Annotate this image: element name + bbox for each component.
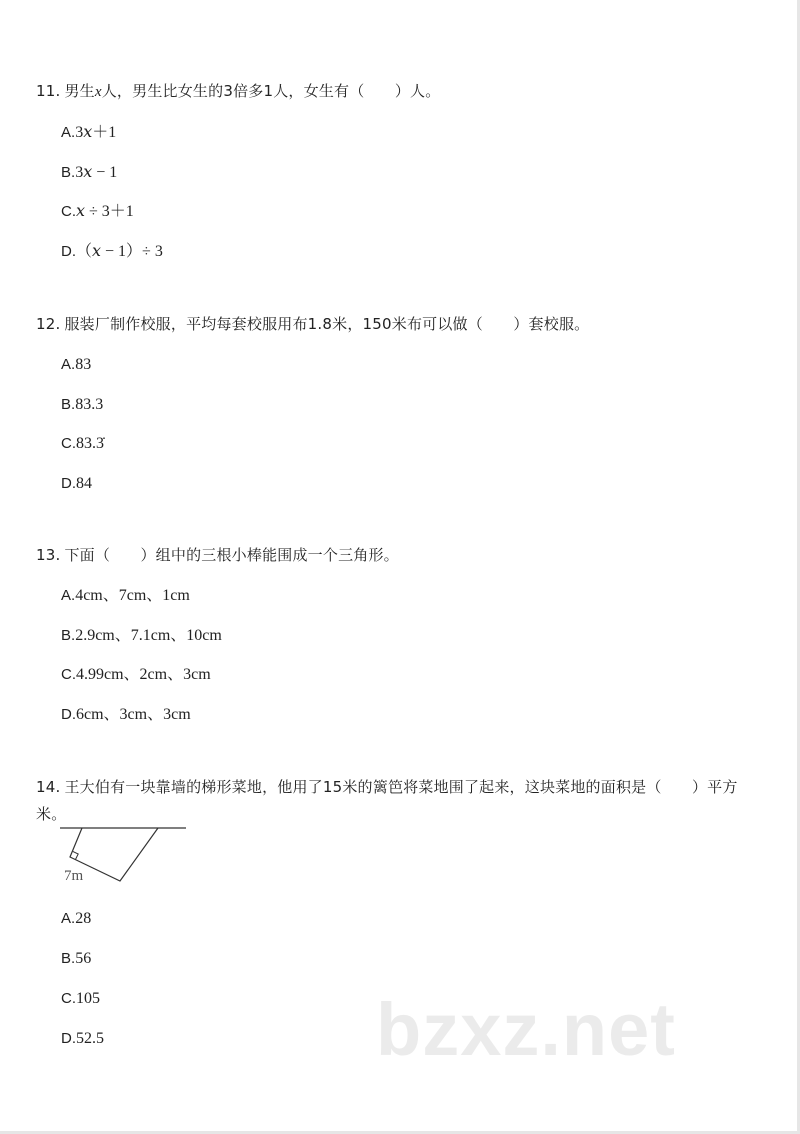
math-variable: x [94,84,102,100]
option-text: 52.5 [76,1030,104,1047]
option-text: 83.3 [75,396,104,413]
question-number: 14. [36,778,61,796]
option-d[interactable] [61,1028,104,1049]
option-letter: D. [61,475,76,492]
option-letter: B. [61,396,76,413]
option-text: 28 [75,910,92,927]
option-a[interactable] [61,585,190,606]
question-number: 11. [36,82,61,100]
stem-text: 男生 [64,82,95,100]
option-b[interactable] [61,625,222,646]
option-letter: B. [61,627,76,644]
stem-text: 服装厂制作校服，平均每套校服用布1.8米，150米布可以做（ ）套校服。 [64,315,590,333]
option-text: 84 [76,475,92,492]
option-letter: D. [61,243,76,260]
option-letter: A. [61,587,76,604]
option-text: 2.9cm、7.1cm、10cm [75,627,222,644]
option-c[interactable] [61,433,104,454]
stem-text: 王大伯有一块靠墙的梯形菜地，他用了15米的篱笆将菜地围了起来，这块菜地的面积是（ ）平方米。 [36,778,738,823]
option-letter: D. [61,706,76,723]
option-c[interactable] [61,988,100,1009]
question-number: 13. [36,546,61,564]
question-stem [36,78,756,106]
option-text: 4cm、7cm、1cm [75,587,190,604]
option-b[interactable] [61,162,117,183]
option-letter: C. [61,990,76,1007]
option-d[interactable] [61,241,163,262]
option-letter: A. [61,124,76,141]
option-text: 3𝑥 − 1 [75,164,118,181]
trapezoid-figure [60,824,190,886]
option-c[interactable] [61,664,211,685]
question-stem [36,774,744,828]
option-letter: D. [61,1030,76,1047]
option-letter: C. [61,203,76,220]
option-d[interactable] [61,473,92,494]
option-letter: C. [61,435,76,452]
option-letter: A. [61,356,76,373]
option-text: 56 [75,950,92,967]
figure-label: 7m [64,868,84,884]
option-text: 105 [76,990,100,1007]
stem-text: 下面（ ）组中的三根小棒能围成一个三角形。 [64,546,399,564]
question-stem [36,542,756,569]
option-a[interactable] [61,908,91,929]
option-letter: B. [61,950,76,967]
option-letter: A. [61,910,76,927]
question-stem [36,311,756,338]
option-letter: B. [61,164,76,181]
option-a[interactable] [61,122,116,143]
option-b[interactable] [61,948,91,969]
option-text: 83.3̇ [76,435,104,452]
option-text: 𝑥 ÷ 3＋1 [76,203,134,220]
option-d[interactable] [61,704,191,725]
option-text: 6cm、3cm、3cm [76,706,191,723]
trapezoid-fence [70,828,158,881]
stem-text: 人，男生比女生的3倍多1人，女生有（ ）人。 [101,82,441,100]
option-a[interactable] [61,354,91,375]
option-text: 83 [75,356,92,373]
option-b[interactable] [61,394,103,415]
option-letter: C. [61,666,76,683]
watermark: bzxz.net [376,988,676,1071]
option-text: 3𝑥＋1 [75,124,117,141]
option-c[interactable] [61,201,134,222]
option-text: 4.99cm、2cm、3cm [76,666,211,683]
option-text: （𝑥 − 1）÷ 3 [76,243,163,260]
question-number: 12. [36,315,61,333]
